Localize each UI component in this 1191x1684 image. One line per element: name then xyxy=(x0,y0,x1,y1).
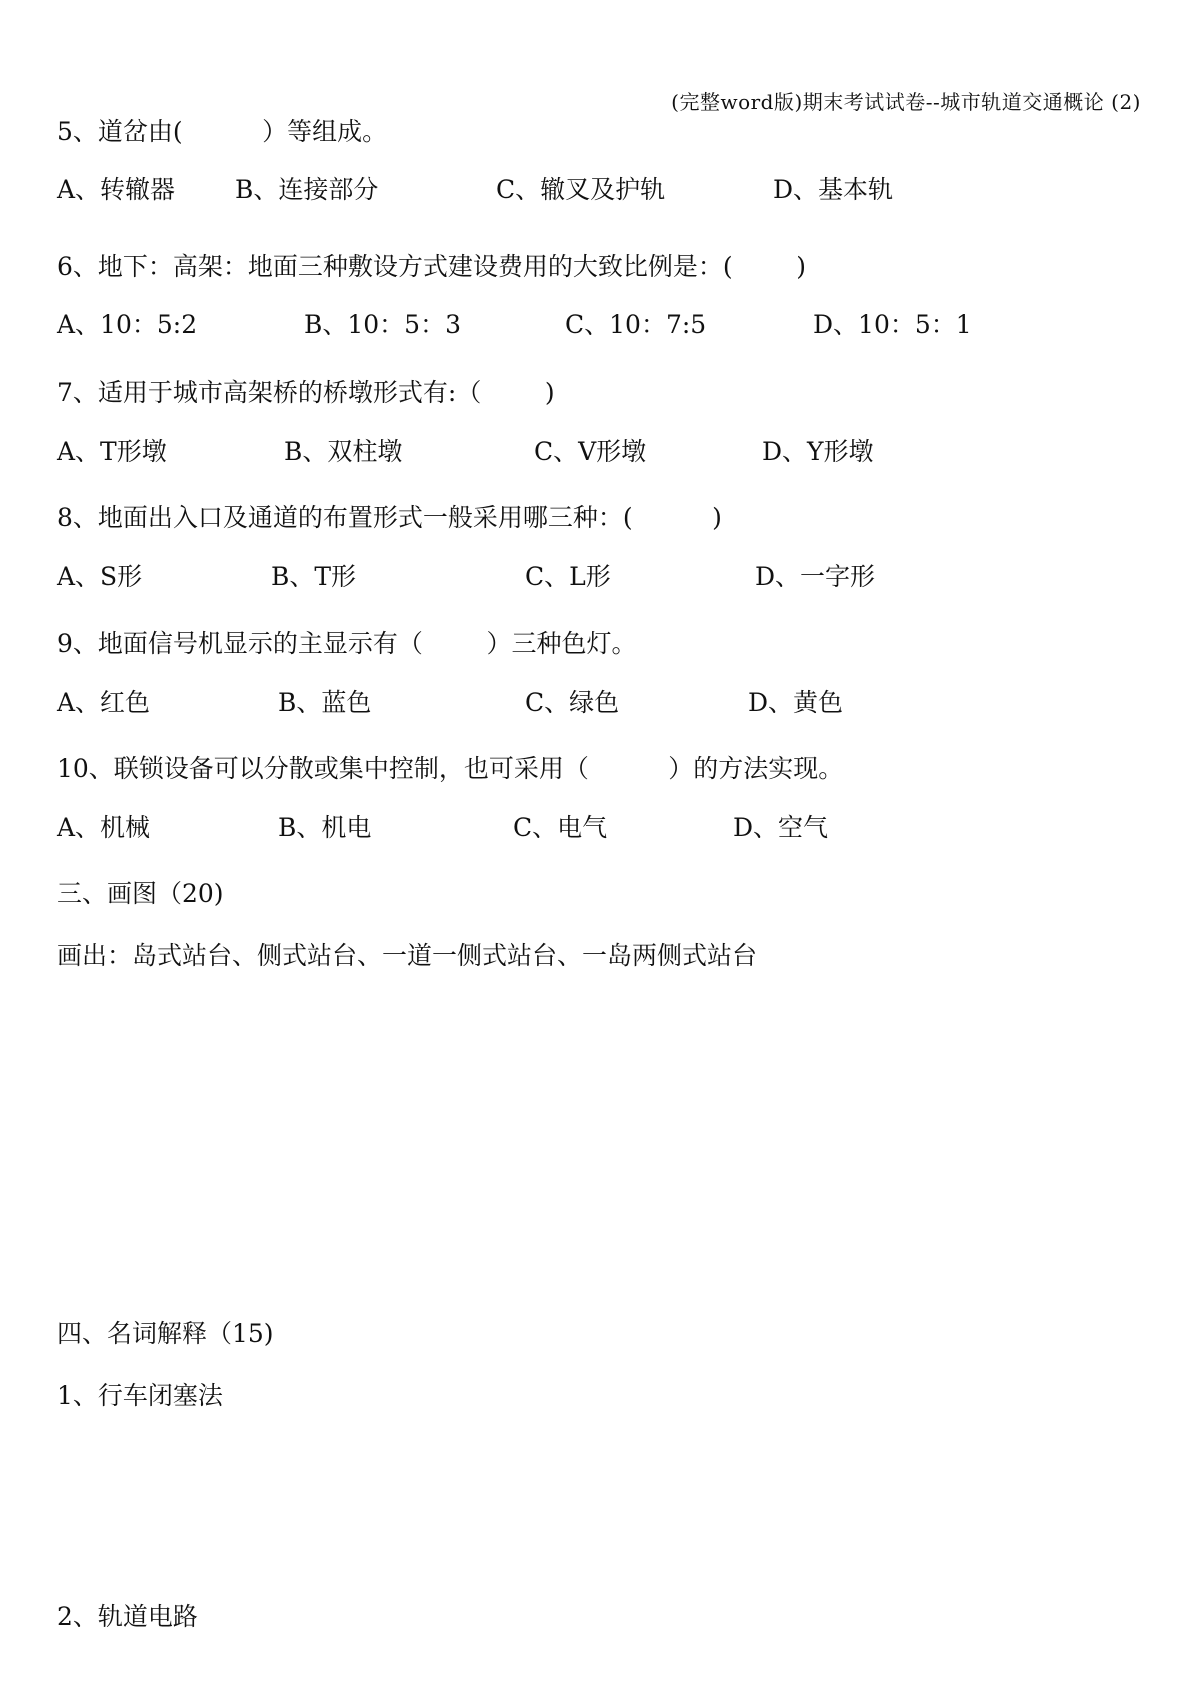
question-5-option-b: B、连接部分 xyxy=(235,175,379,204)
section-3-title: 三、画图（20) xyxy=(57,879,224,908)
question-8-option-b: B、T形 xyxy=(271,562,357,591)
question-9-stem: 9、地面信号机显示的主显示有（ ）三种色灯。 xyxy=(57,629,637,658)
question-7-option-a: A、T形墩 xyxy=(57,437,167,466)
question-10-option-d: D、空气 xyxy=(733,813,829,842)
question-6-option-c: C、10：7:5 xyxy=(565,310,707,339)
question-10-option-a: A、机械 xyxy=(57,813,151,842)
question-7-stem: 7、适用于城市高架桥的桥墩形式有:（ ) xyxy=(57,378,555,407)
question-6-option-a: A、10：5:2 xyxy=(57,310,198,339)
question-8-stem: 8、地面出入口及通道的布置形式一般采用哪三种：( ) xyxy=(57,503,722,532)
document-header: (完整word版)期末考试试卷--城市轨道交通概论 (2) xyxy=(671,90,1141,114)
question-8-option-d: D、一字形 xyxy=(755,562,876,591)
question-5-option-c: C、辙叉及护轨 xyxy=(496,175,666,204)
question-7-option-b: B、双柱墩 xyxy=(284,437,403,466)
question-7-option-d: D、Y形墩 xyxy=(762,437,874,466)
question-8-option-a: A、S形 xyxy=(57,562,143,591)
term-item-1: 1、行车闭塞法 xyxy=(57,1381,223,1410)
question-5-option-a: A、转辙器 xyxy=(57,175,176,204)
question-7-option-c: C、V形墩 xyxy=(534,437,647,466)
question-9-option-d: D、黄色 xyxy=(748,688,844,717)
question-9-option-c: C、绿色 xyxy=(525,688,620,717)
term-item-2: 2、轨道电路 xyxy=(57,1602,198,1631)
question-5-option-d: D、基本轨 xyxy=(773,175,894,204)
question-10-option-c: C、电气 xyxy=(513,813,608,842)
question-10-option-b: B、机电 xyxy=(278,813,372,842)
question-10-stem: 10、联锁设备可以分散或集中控制，也可采用（ ）的方法实现。 xyxy=(57,754,844,783)
question-6-option-b: B、10：5：3 xyxy=(304,310,461,339)
question-6-option-d: D、10：5：1 xyxy=(813,310,972,339)
question-5-stem: 5、道岔由( ）等组成。 xyxy=(57,117,388,146)
section-3-instruction: 画出：岛式站台、侧式站台、一道一侧式站台、一岛两侧式站台 xyxy=(57,941,758,970)
question-9-option-a: A、红色 xyxy=(57,688,151,717)
section-4-title: 四、名词解释（15) xyxy=(57,1319,274,1348)
question-9-option-b: B、蓝色 xyxy=(278,688,372,717)
question-8-option-c: C、L形 xyxy=(525,562,611,591)
question-6-stem: 6、地下：高架：地面三种敷设方式建设费用的大致比例是：( ) xyxy=(57,252,806,281)
